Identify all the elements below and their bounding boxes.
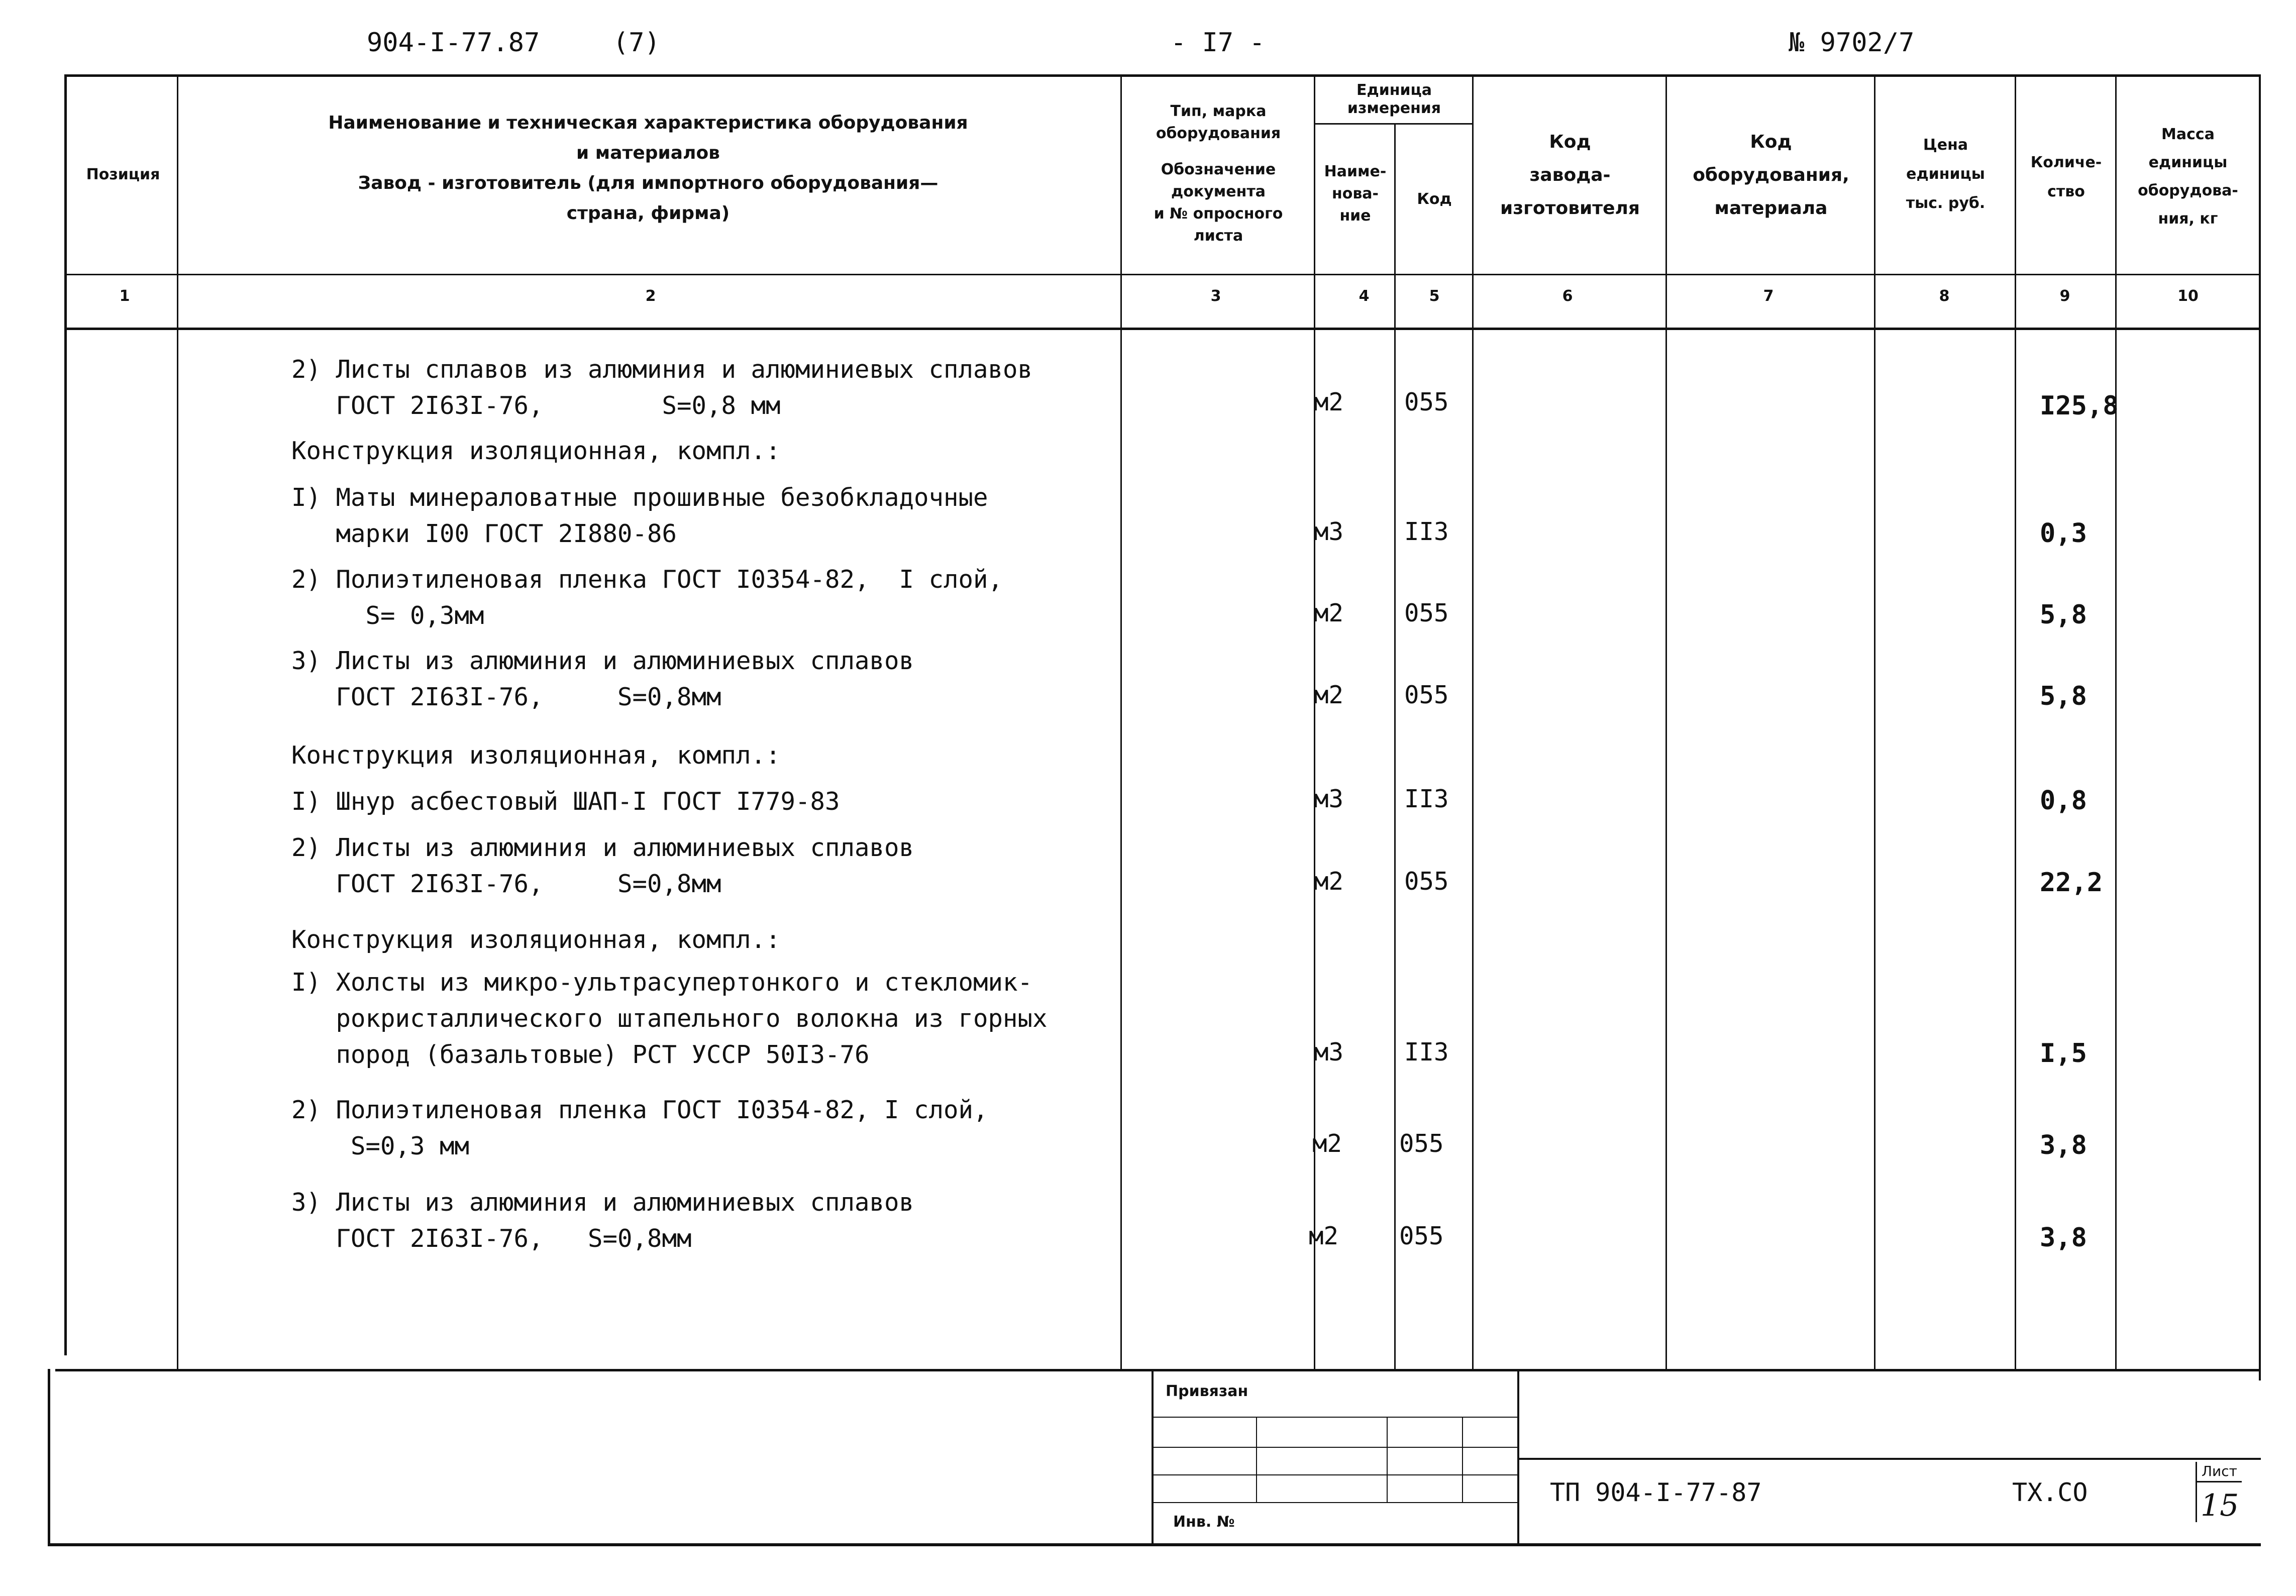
column-number: 2 [645, 287, 656, 305]
unit-code: II3 [1404, 517, 1449, 546]
unit-group-divider [1314, 123, 1472, 125]
header-name-line: Завод - изготовитель (для импортного оборудования— [358, 173, 938, 193]
item-line: 2) Полиэтиленовая пленка ГОСТ I0354-82, I слой, [291, 1096, 988, 1124]
header-mass-line: оборудова- [2138, 182, 2238, 199]
column-number: 1 [119, 287, 130, 305]
header-name-line: и материалов [576, 143, 720, 163]
header-unit-group-line: Единица [1356, 81, 1432, 99]
header-name [181, 108, 1115, 229]
item-line: ГОСТ 2I63I-76, S=0,8мм [291, 870, 721, 898]
quantity: 5,8 [2040, 600, 2087, 630]
header-type-line: документа [1171, 183, 1266, 200]
col-sep-2 [1120, 74, 1122, 1370]
item-line: пород (базальтовые) РСТ УССР 50I3-76 [291, 1040, 870, 1069]
header-unit-name-line: ние [1339, 207, 1371, 225]
header-mass-line: единицы [2148, 154, 2228, 171]
column-number: 6 [1562, 287, 1573, 305]
header-equip-code-line: Код [1750, 132, 1792, 152]
quantity: 0,8 [2040, 786, 2087, 816]
table-top-border [65, 74, 2261, 77]
registration-number: № 9702/7 [1789, 28, 1915, 58]
unit-code: 055 [1404, 599, 1449, 627]
header-unit-name-line: Наиме- [1324, 163, 1387, 180]
col-sep-8 [2015, 74, 2016, 1370]
colnum-bottom-border [65, 328, 2261, 330]
unit-name: м2 [1314, 867, 1344, 896]
header-maker-code-line: изготовителя [1500, 198, 1640, 219]
sheet-number: 15 [2201, 1488, 2239, 1523]
item-text [291, 965, 1048, 1073]
header-qty-line: ство [2047, 183, 2085, 200]
item-line: ГОСТ 2I63I-76, S=0,8 мм [291, 391, 781, 420]
header-mass-line: ния, кг [2158, 210, 2218, 228]
header-bottom-border [65, 274, 2261, 275]
stamp-grid-vline [1256, 1417, 1257, 1502]
title-block-top-border [1518, 1458, 2261, 1460]
header-unit-group [1316, 81, 1472, 118]
item-text [291, 1092, 988, 1164]
header-price-line: тыс. руб. [1906, 194, 1986, 212]
document-mark: ТХ.СО [2012, 1478, 2088, 1507]
col-sep-7 [1874, 74, 1875, 1370]
column-number: 5 [1429, 287, 1440, 305]
quantity: 0,3 [2040, 518, 2087, 549]
item-line: рокристаллического штапельного волокна из горных [291, 1004, 1048, 1033]
stamp-grid-line [1154, 1447, 1518, 1448]
header-unit-code: Код [1417, 190, 1452, 208]
quantity: 3,8 [2040, 1130, 2087, 1160]
header-type-line: листа [1193, 227, 1243, 245]
col-sep-5 [1472, 74, 1474, 1370]
header-type-line: оборудования [1156, 125, 1281, 142]
item-line: ГОСТ 2I63I-76, S=0,8мм [291, 1224, 692, 1253]
sheet-label: Лист [2202, 1463, 2237, 1479]
header-type-line: Обозначение [1161, 161, 1276, 178]
inventory-number-label: Инв. № [1173, 1513, 1235, 1531]
item-line: 2) Листы сплавов из алюминия и алюминиевых сплавов [291, 355, 1033, 384]
item-line: 2) Листы из алюминия и алюминиевых сплавов [291, 833, 914, 862]
page-number: - I7 - [1171, 28, 1265, 58]
col-sep-4 [1394, 123, 1396, 1370]
item-line: 3) Листы из алюминия и алюминиевых сплавов [291, 1188, 914, 1217]
unit-name: м2 [1309, 1222, 1339, 1250]
unit-name: м2 [1312, 1129, 1342, 1158]
quantity: 3,8 [2040, 1223, 2087, 1253]
header-unit-name-line: нова- [1331, 185, 1379, 202]
unit-code: 055 [1404, 681, 1449, 709]
header-price [1876, 131, 2015, 218]
header-type-line: Тип, марка [1170, 102, 1267, 120]
item-line: S= 0,3мм [291, 601, 484, 630]
stamp-grid-line [1154, 1417, 1518, 1418]
column-number: 8 [1939, 287, 1950, 305]
item-line: S=0,3 мм [291, 1132, 470, 1160]
item-line: Конструкция изоляционная, компл.: [291, 741, 781, 770]
document-title: ТП 904-I-77-87 [1550, 1478, 1762, 1507]
unit-code: 055 [1399, 1222, 1444, 1250]
item-line: 3) Листы из алюминия и алюминиевых сплавов [291, 647, 914, 675]
sheet-label-underline [2197, 1481, 2242, 1482]
header-equip-code-line: материала [1714, 198, 1828, 219]
unit-name: м3 [1314, 1038, 1344, 1067]
header-price-line: единицы [1906, 165, 1985, 183]
item-line: I) Шнур асбестовый ШАП-I ГОСТ I779-83 [291, 787, 840, 816]
header-equip-code [1668, 126, 1874, 225]
item-text [291, 922, 781, 958]
item-text [291, 737, 781, 774]
column-number: 4 [1359, 287, 1370, 305]
unit-code: II3 [1404, 785, 1449, 813]
header-mass [2118, 121, 2258, 233]
col-sep-6 [1665, 74, 1667, 1370]
quantity: I,5 [2040, 1038, 2087, 1069]
header-price-line: Цена [1923, 136, 1968, 154]
doc-code: 904-I-77.87 [367, 28, 540, 58]
item-line: I) Холсты из микро-ультрасупертонкого и стекломик- [291, 968, 1033, 997]
unit-name: м3 [1314, 785, 1344, 813]
col-sep-3 [1314, 74, 1315, 1370]
col-sep-9 [2115, 74, 2117, 1370]
item-text [291, 480, 988, 552]
header-maker-code-line: завода- [1529, 165, 1611, 185]
stamp-right-border [1517, 1369, 1519, 1545]
col-sep-1 [177, 74, 178, 1370]
item-text [291, 352, 1032, 424]
quantity: 22,2 [2040, 868, 2103, 898]
quantity: I25,8 [2040, 391, 2119, 421]
item-line: 2) Полиэтиленовая пленка ГОСТ I0354-82, I слой, [291, 565, 1003, 594]
privyazan-label: Привязан [1166, 1382, 1248, 1400]
table-left-border [64, 74, 67, 1355]
item-text [291, 830, 914, 902]
footer-bottom-border [48, 1543, 2261, 1546]
header-maker-code [1475, 126, 1665, 225]
unit-name: м3 [1314, 517, 1344, 546]
header-unit-name [1316, 161, 1394, 227]
item-line: Конструкция изоляционная, компл.: [291, 925, 781, 954]
item-text [291, 1185, 914, 1257]
footer-left-border [48, 1369, 50, 1546]
unit-name: м2 [1314, 388, 1344, 416]
unit-code: 055 [1404, 388, 1449, 416]
item-line: марки I00 ГОСТ 2I880-86 [291, 519, 677, 548]
table-right-border [2259, 74, 2261, 1380]
stamp-grid-line [1154, 1474, 1518, 1475]
unit-name: м2 [1314, 681, 1344, 709]
doc-part: (7) [613, 28, 660, 58]
item-text [291, 643, 914, 715]
header-position: Позиция [86, 166, 160, 183]
stamp-grid-vline [1387, 1417, 1388, 1502]
item-line: ГОСТ 2I63I-76, S=0,8мм [291, 683, 721, 711]
sheet-box-left-border [2196, 1462, 2197, 1522]
unit-code: 055 [1399, 1129, 1444, 1158]
item-text [291, 784, 840, 820]
item-line: I) Маты минераловатные прошивные безобкладочные [291, 483, 988, 512]
item-text [291, 562, 1003, 634]
quantity: 5,8 [2040, 681, 2087, 711]
item-line: Конструкция изоляционная, компл.: [291, 437, 781, 465]
header-type-line: и № опросного [1154, 205, 1283, 223]
header-unit-group-line: измерения [1347, 99, 1441, 117]
unit-code: II3 [1404, 1038, 1449, 1067]
header-equip-code-line: оборудования, [1693, 165, 1849, 185]
column-number: 9 [2059, 287, 2070, 305]
header-maker-code-line: Код [1549, 132, 1591, 152]
header-qty-line: Количе- [2030, 154, 2102, 171]
column-number: 10 [2177, 287, 2199, 305]
unit-code: 055 [1404, 867, 1449, 896]
footer-top-border [55, 1369, 2261, 1371]
item-text [291, 433, 781, 469]
header-type [1123, 100, 1314, 247]
header-name-line: страна, фирма) [566, 203, 730, 224]
column-number: 3 [1210, 287, 1221, 305]
stamp-left-border [1152, 1369, 1154, 1545]
column-number: 7 [1763, 287, 1774, 305]
unit-name: м2 [1314, 599, 1344, 627]
header-qty [2017, 148, 2115, 206]
header-mass-line: Масса [2161, 126, 2215, 143]
stamp-grid-line [1154, 1502, 1518, 1503]
stamp-grid-vline [1462, 1417, 1463, 1502]
header-name-line: Наименование и техническая характеристика оборудования [328, 113, 968, 133]
